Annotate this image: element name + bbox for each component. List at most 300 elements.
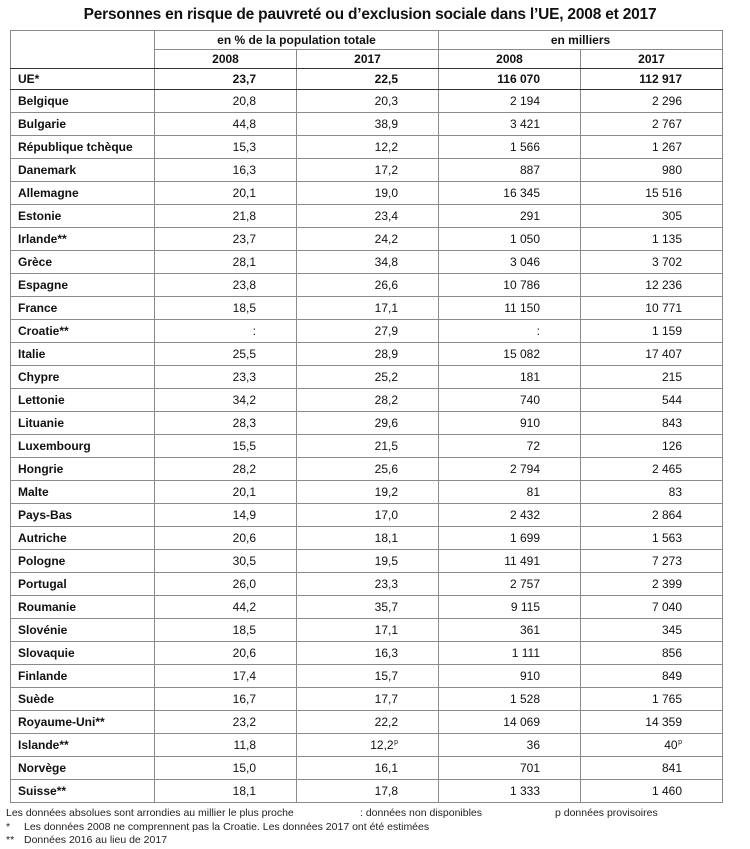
- row-country-value: Norvège: [18, 761, 67, 775]
- row-k-2017: [581, 780, 723, 803]
- row-pct-2017: [297, 366, 439, 389]
- row-k-2008: [439, 757, 581, 780]
- footnote-double-star-text: Données 2016 au lieu de 2017: [24, 834, 168, 846]
- row-pct-2017: [297, 136, 439, 159]
- row-country-value: Slovénie: [18, 623, 68, 637]
- table-row: [11, 343, 723, 366]
- row-country: [11, 780, 155, 803]
- table-row: [11, 136, 723, 159]
- row-pct-2008: [155, 596, 297, 619]
- row-k-2017: [581, 435, 723, 458]
- row-k-2017-value: 14 359: [645, 715, 682, 729]
- row-country: [11, 297, 155, 320]
- row-k-2008: [439, 435, 581, 458]
- row-country-value: Autriche: [18, 531, 67, 545]
- row-pct-2008-value: 26,0: [232, 577, 256, 591]
- row-pct-2008: [155, 90, 297, 113]
- row-k-2017: 112 917: [581, 69, 723, 90]
- row-pct-2008: 23,7: [155, 69, 297, 90]
- row-k-2017: [581, 366, 723, 389]
- row-country: [11, 159, 155, 182]
- header-group-pct: en % de la population totale: [155, 31, 439, 50]
- row-k-2008: [439, 366, 581, 389]
- row-k-2008: [439, 619, 581, 642]
- row-k-2017: [581, 159, 723, 182]
- row-country: [11, 504, 155, 527]
- row-k-2008: 116 070: [439, 69, 581, 90]
- row-pct-2017-value: 34,8: [374, 255, 398, 269]
- row-pct-2008-value: 23,3: [232, 370, 256, 384]
- row-k-2008-value: 701: [519, 761, 540, 775]
- row-k-2008: [439, 412, 581, 435]
- row-k-2017-value: 83: [668, 485, 682, 499]
- row-pct-2008: [155, 665, 297, 688]
- row-pct-2008: [155, 274, 297, 297]
- row-pct-2008: [155, 688, 297, 711]
- row-pct-2008: [155, 205, 297, 228]
- table-row: [11, 688, 723, 711]
- row-k-2017: [581, 297, 723, 320]
- row-k-2008-value: 81: [526, 485, 540, 499]
- row-pct-2008: [155, 711, 297, 734]
- row-pct-2017-value: 17,2: [374, 163, 398, 177]
- row-k-2008: [439, 159, 581, 182]
- row-pct-2017-value: 29,6: [374, 416, 398, 430]
- row-k-2017-value: 856: [661, 646, 682, 660]
- row-pct-2008: [155, 182, 297, 205]
- row-k-2017-value: 7 040: [651, 600, 682, 614]
- row-pct-2017-value: 28,9: [374, 347, 398, 361]
- footnote-star: [6, 821, 746, 835]
- table-row: [11, 297, 723, 320]
- row-pct-2017-value: 16,3: [374, 646, 398, 660]
- row-pct-2008: [155, 458, 297, 481]
- row-country: [11, 688, 155, 711]
- row-k-2008: [439, 665, 581, 688]
- row-pct-2017: [297, 757, 439, 780]
- row-k-2017: [581, 734, 723, 757]
- row-pct-2017-value: 17,0: [374, 508, 398, 522]
- row-k-2008-value: 72: [526, 439, 540, 453]
- row-k-2008-value: 10 786: [503, 278, 540, 292]
- row-k-2017-value: 841: [661, 761, 682, 775]
- row-k-2008: [439, 274, 581, 297]
- row-pct-2017: [297, 481, 439, 504]
- row-pct-2008-value: 16,3: [232, 163, 256, 177]
- row-k-2008: [439, 297, 581, 320]
- row-k-2008-value: 1 528: [509, 692, 540, 706]
- row-pct-2008-value: 44,8: [232, 117, 256, 131]
- row-k-2008-value: 1 111: [511, 646, 540, 660]
- row-pct-2017-value: 20,3: [374, 94, 398, 108]
- row-k-2008: [439, 182, 581, 205]
- row-k-2008-value: 1 050: [509, 232, 540, 246]
- row-k-2008: [439, 389, 581, 412]
- row-country-value: Croatie**: [18, 324, 69, 338]
- row-pct-2008: [155, 159, 297, 182]
- table-row: [11, 642, 723, 665]
- row-country: [11, 182, 155, 205]
- row-pct-2008: [155, 642, 297, 665]
- row-pct-2017-value: 12,2: [374, 140, 398, 154]
- header-year-pct-2008: 2008: [155, 50, 297, 69]
- table-row: [11, 320, 723, 343]
- row-pct-2008: [155, 228, 297, 251]
- row-k-2017: [581, 688, 723, 711]
- row-k-2017-value: 7 273: [651, 554, 682, 568]
- row-pct-2017: [297, 665, 439, 688]
- row-pct-2017: [297, 780, 439, 803]
- row-pct-2017-value: 16,1: [374, 761, 398, 775]
- row-k-2017: [581, 642, 723, 665]
- table-row: [11, 734, 723, 757]
- note-rounding: Les données absolues sont arrondies au millier le plus proche: [6, 807, 294, 819]
- table-row: [11, 619, 723, 642]
- row-country-value: Royaume-Uni**: [18, 715, 105, 729]
- table-row: [11, 412, 723, 435]
- row-pct-2008-value: :: [252, 324, 256, 338]
- row-pct-2017: [297, 113, 439, 136]
- row-country: [11, 274, 155, 297]
- row-pct-2017-value: 22,2: [374, 715, 398, 729]
- header-group-thousands: en milliers: [439, 31, 723, 50]
- row-pct-2017-value: 21,5: [374, 439, 398, 453]
- row-k-2017: [581, 481, 723, 504]
- row-k-2017: [581, 251, 723, 274]
- row-pct-2017-value: 17,8: [374, 784, 398, 798]
- row-k-2008: [439, 228, 581, 251]
- row-country-value: Estonie: [18, 209, 62, 223]
- row-pct-2008: [155, 619, 297, 642]
- row-k-2008-value: 740: [519, 393, 540, 407]
- row-k-2017-value: 40: [664, 738, 678, 752]
- row-pct-2017: [297, 389, 439, 412]
- row-country: [11, 527, 155, 550]
- row-k-2017: [581, 665, 723, 688]
- row-pct-2008-value: 28,2: [232, 462, 256, 476]
- row-k-2017-value: 2 296: [651, 94, 682, 108]
- row-pct-2017: [297, 688, 439, 711]
- row-country: [11, 343, 155, 366]
- row-pct-2017: [297, 573, 439, 596]
- row-pct-2017: [297, 504, 439, 527]
- table-row: [11, 711, 723, 734]
- row-k-2017: [581, 343, 723, 366]
- row-country-value: Allemagne: [18, 186, 79, 200]
- note-provisional: p données provisoires: [555, 807, 658, 819]
- row-pct-2008-value: 20,6: [232, 531, 256, 545]
- table-row: [11, 251, 723, 274]
- row-pct-2008: [155, 527, 297, 550]
- table-row: [11, 550, 723, 573]
- row-pct-2008-value: 18,5: [232, 623, 256, 637]
- row-k-2008-value: 1 699: [509, 531, 540, 545]
- row-country: [11, 596, 155, 619]
- row-pct-2017-value: 23,4: [374, 209, 398, 223]
- row-pct-2017: [297, 251, 439, 274]
- row-k-2008: [439, 642, 581, 665]
- row-k-2008: [439, 596, 581, 619]
- row-country-value: Belgique: [18, 94, 69, 108]
- row-k-2017: [581, 228, 723, 251]
- row-k-2008-value: 2 794: [509, 462, 540, 476]
- row-country: [11, 757, 155, 780]
- row-pct-2017: [297, 550, 439, 573]
- row-k-2017: [581, 527, 723, 550]
- row-k-2008-value: 36: [526, 738, 540, 752]
- row-pct-2008: [155, 550, 297, 573]
- row-pct-2008-value: 18,1: [232, 784, 256, 798]
- row-pct-2017: [297, 596, 439, 619]
- row-k-2017: [581, 320, 723, 343]
- row-k-2017: [581, 412, 723, 435]
- row-k-2008-value: 2 194: [509, 94, 540, 108]
- row-k-2008-value: 1 566: [509, 140, 540, 154]
- row-country: [11, 619, 155, 642]
- row-country-value: Luxembourg: [18, 439, 91, 453]
- row-pct-2017-value: 19,2: [374, 485, 398, 499]
- row-pct-2008: [155, 734, 297, 757]
- row-pct-2008: [155, 573, 297, 596]
- row-pct-2017: [297, 228, 439, 251]
- table-row: [11, 527, 723, 550]
- row-pct-2017-value: 18,1: [374, 531, 398, 545]
- row-country-value: Islande**: [18, 738, 69, 752]
- row-k-2017-value: 1 563: [651, 531, 682, 545]
- row-pct-2008: [155, 113, 297, 136]
- row-pct-2008-value: 25,5: [232, 347, 256, 361]
- row-country-value: Grèce: [18, 255, 53, 269]
- row-k-2017: [581, 619, 723, 642]
- row-country: [11, 435, 155, 458]
- note-not-available: : données non disponibles: [360, 807, 483, 819]
- row-country-value: France: [18, 301, 58, 315]
- row-k-2008: [439, 343, 581, 366]
- row-pct-2008-value: 34,2: [232, 393, 256, 407]
- row-k-2017: [581, 711, 723, 734]
- row-country: [11, 412, 155, 435]
- row-k-2008-value: 9 115: [510, 600, 540, 614]
- row-k-2017: [581, 205, 723, 228]
- row-country: [11, 90, 155, 113]
- row-k-2017-value: 17 407: [645, 347, 682, 361]
- row-k-2008-value: 15 082: [503, 347, 540, 361]
- row-pct-2017-value: 25,2: [374, 370, 398, 384]
- row-country-value: Hongrie: [18, 462, 64, 476]
- row-pct-2017: [297, 435, 439, 458]
- row-country-value: Suède: [18, 692, 55, 706]
- row-pct-2017: [297, 642, 439, 665]
- row-pct-2017: [297, 343, 439, 366]
- row-pct-2017-value: 17,7: [374, 692, 398, 706]
- header-group-row: [11, 31, 723, 50]
- row-k-2017-value: 2 399: [651, 577, 682, 591]
- row-k-2017: [581, 458, 723, 481]
- row-country: [11, 458, 155, 481]
- row-country-value: Irlande**: [18, 232, 67, 246]
- table-row: [11, 757, 723, 780]
- row-k-2017: [581, 90, 723, 113]
- row-k-2017-value: 1 267: [651, 140, 682, 154]
- row-pct-2008-value: 15,0: [232, 761, 256, 775]
- row-pct-2008-value: 20,1: [232, 485, 256, 499]
- footnote-star-text: Les données 2008 ne comprennent pas la Croatie. Les données 2017 ont été estimées: [24, 820, 430, 833]
- poverty-table: [10, 30, 723, 803]
- row-country: [11, 136, 155, 159]
- row-k-2008-value: 11 491: [504, 554, 540, 568]
- row-country-value: Espagne: [18, 278, 69, 292]
- row-pct-2008: [155, 780, 297, 803]
- row-country-value: Pays-Bas: [18, 508, 73, 522]
- row-pct-2017-value: 15,7: [374, 669, 398, 683]
- row-pct-2017: [297, 159, 439, 182]
- row-pct-2017: [297, 734, 439, 757]
- row-k-2017: [581, 596, 723, 619]
- row-pct-2017-value: 25,6: [374, 462, 398, 476]
- row-pct-2008: [155, 297, 297, 320]
- row-pct-2008-value: 44,2: [232, 600, 256, 614]
- row-k-2008-value: 361: [519, 623, 540, 637]
- row-k-2008: [439, 688, 581, 711]
- row-pct-2008-value: 23,7: [232, 232, 256, 246]
- row-k-2008: [439, 527, 581, 550]
- legend-line: [6, 807, 746, 821]
- row-country-value: Portugal: [18, 577, 67, 591]
- row-k-2008: [439, 573, 581, 596]
- row-pct-2008-value: 14,9: [232, 508, 256, 522]
- row-k-2008: [439, 205, 581, 228]
- row-country: [11, 734, 155, 757]
- row-k-2008-value: 291: [519, 209, 540, 223]
- footnote-double-star: [6, 834, 746, 848]
- row-pct-2008-value: 20,8: [232, 94, 256, 108]
- row-k-2017-value: 3 702: [651, 255, 682, 269]
- row-k-2008: [439, 90, 581, 113]
- row-k-2008: [439, 780, 581, 803]
- row-country-value: Malte: [18, 485, 49, 499]
- row-pct-2017: [297, 297, 439, 320]
- table-row: [11, 665, 723, 688]
- table-row: [11, 458, 723, 481]
- row-pct-2017: [297, 182, 439, 205]
- row-country: [11, 573, 155, 596]
- row-pct-2017: [297, 711, 439, 734]
- row-pct-2008: [155, 481, 297, 504]
- row-country: [11, 711, 155, 734]
- row-country: [11, 642, 155, 665]
- row-country-value: Lituanie: [18, 416, 65, 430]
- table-row: [11, 389, 723, 412]
- table-row: [11, 113, 723, 136]
- row-pct-2008-value: 16,7: [232, 692, 256, 706]
- row-k-2008: [439, 320, 581, 343]
- table-row: [11, 596, 723, 619]
- table-row: [11, 481, 723, 504]
- row-country: [11, 228, 155, 251]
- row-k-2017: [581, 573, 723, 596]
- row-pct-2017: [297, 412, 439, 435]
- row-country-value: Bulgarie: [18, 117, 67, 131]
- table-row: [11, 228, 723, 251]
- table-title: Personnes en risque de pauvreté ou d’exclusion sociale dans l’UE, 2008 et 2017: [83, 6, 657, 23]
- row-pct-2008-value: 15,5: [232, 439, 256, 453]
- row-k-2017: [581, 550, 723, 573]
- row-k-2017-value: 1 135: [651, 232, 682, 246]
- row-pct-2008-value: 23,2: [232, 715, 256, 729]
- row-pct-2017-value: 24,2: [374, 232, 398, 246]
- row-k-2008-value: 1 333: [509, 784, 540, 798]
- row-pct-2008: [155, 504, 297, 527]
- row-pct-2017-value: 35,7: [374, 600, 398, 614]
- row-k-2008-value: 910: [519, 416, 540, 430]
- row-pct-2017: [297, 619, 439, 642]
- row-k-2017-value: 10 771: [645, 301, 682, 315]
- row-pct-2008-value: 21,8: [232, 209, 256, 223]
- eu-total-row: [11, 69, 723, 90]
- row-pct-2017-value: 38,9: [374, 117, 398, 131]
- row-k-2017-value: 544: [661, 393, 682, 407]
- row-pct-2017-value: 19,0: [374, 186, 398, 200]
- row-k-2008-value: 11 150: [504, 301, 540, 315]
- row-k-2017-value: 2 864: [651, 508, 682, 522]
- row-pct-2008-value: 20,1: [232, 186, 256, 200]
- row-k-2017-value: 305: [661, 209, 682, 223]
- footnote-double-star-mark: **: [6, 834, 15, 846]
- table-row: [11, 159, 723, 182]
- table-row: [11, 573, 723, 596]
- row-k-2017-value: 849: [661, 669, 682, 683]
- row-pct-2008: [155, 435, 297, 458]
- row-k-2008: [439, 550, 581, 573]
- row-k-2017: [581, 757, 723, 780]
- row-country-value: Finlande: [18, 669, 68, 683]
- row-pct-2008-value: 15,3: [232, 140, 256, 154]
- row-country-value: Lettonie: [18, 393, 65, 407]
- row-k-2017: [581, 274, 723, 297]
- row-pct-2017-value: 17,1: [374, 301, 398, 315]
- row-country-value: Suisse**: [18, 784, 67, 798]
- row-pct-2017-value: 26,6: [374, 278, 398, 292]
- row-pct-2008: [155, 366, 297, 389]
- row-k-2017: [581, 504, 723, 527]
- provisional-flag: p: [678, 739, 682, 746]
- row-pct-2017: [297, 90, 439, 113]
- row-pct-2017-value: 28,2: [374, 393, 398, 407]
- row-country-value: Chypre: [18, 370, 60, 384]
- row-k-2008-value: 3 046: [509, 255, 540, 269]
- row-pct-2008-value: 17,4: [232, 669, 256, 683]
- row-pct-2017: [297, 527, 439, 550]
- row-pct-2017: [297, 320, 439, 343]
- row-pct-2017-value: 23,3: [374, 577, 398, 591]
- row-k-2008-value: 16 345: [503, 186, 540, 200]
- row-k-2008: [439, 251, 581, 274]
- row-country: [11, 205, 155, 228]
- row-pct-2017: [297, 274, 439, 297]
- table-row: [11, 504, 723, 527]
- row-k-2008: [439, 113, 581, 136]
- row-pct-2008: [155, 320, 297, 343]
- row-k-2017-value: 15 516: [645, 186, 682, 200]
- row-pct-2017: [297, 205, 439, 228]
- row-k-2017-value: 2 465: [651, 462, 682, 476]
- row-country: [11, 481, 155, 504]
- row-pct-2008: [155, 251, 297, 274]
- row-country: UE*: [11, 69, 155, 90]
- row-k-2017-value: 980: [661, 163, 682, 177]
- row-country: [11, 113, 155, 136]
- row-pct-2008-value: 30,5: [232, 554, 256, 568]
